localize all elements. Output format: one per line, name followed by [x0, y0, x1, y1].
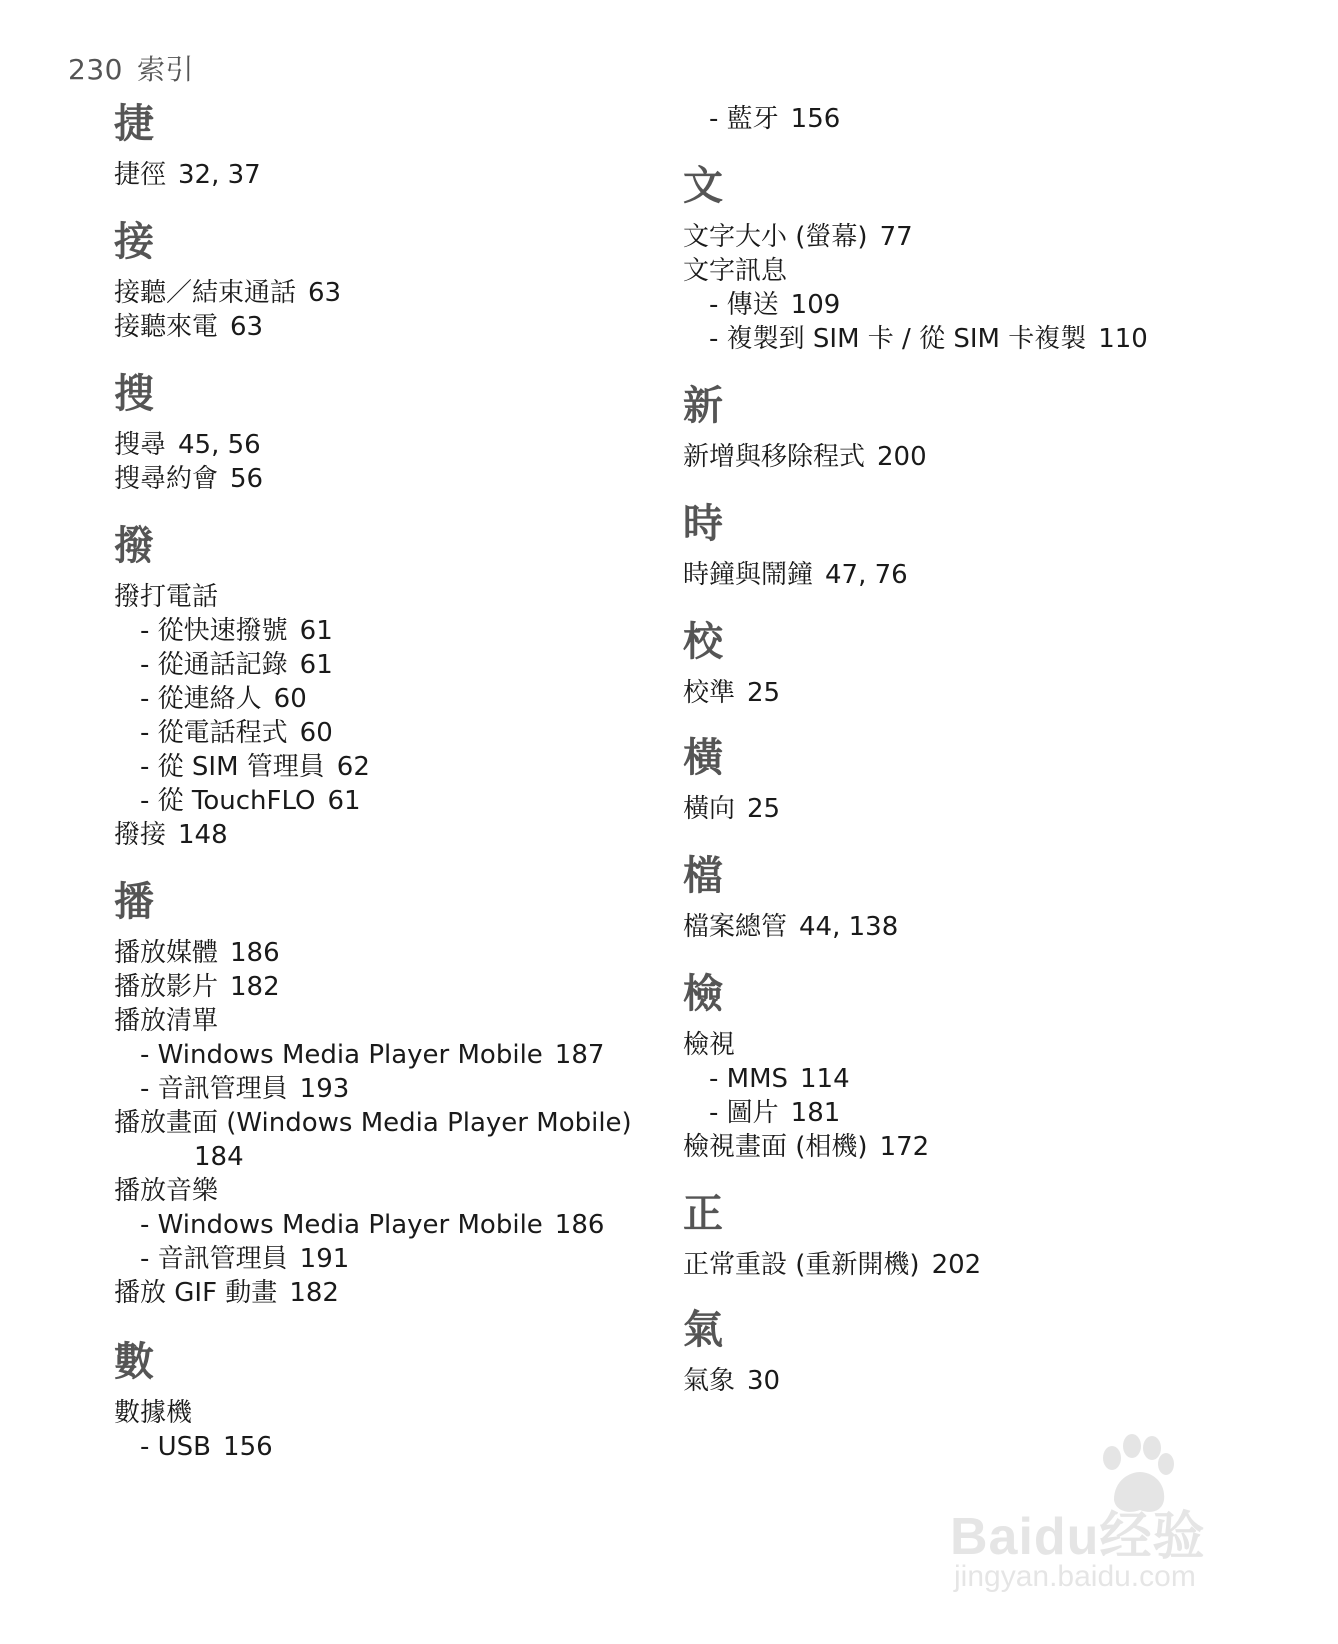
index-heading: 正 — [683, 1191, 723, 1237]
page-ref: 30 — [747, 1366, 781, 1396]
index-entry: 氣象 30 — [683, 1366, 781, 1396]
index-heading: 檔 — [683, 853, 723, 899]
index-heading: 檢 — [683, 971, 723, 1017]
index-subentry: - 音訊管理員 193 — [140, 1074, 350, 1104]
index-heading: 文 — [683, 163, 723, 209]
index-heading: 數 — [114, 1339, 154, 1385]
page-ref: 148 — [178, 820, 228, 850]
page-ref: 25 — [747, 794, 781, 824]
page-ref: 60 — [299, 718, 333, 748]
page-ref: 32, 37 — [178, 160, 261, 190]
index-subentry: - Windows Media Player Mobile 187 — [140, 1040, 605, 1070]
watermark-brand: Baidu经验 — [950, 1508, 1206, 1566]
index-subentry: - 從 SIM 管理員 62 — [140, 752, 370, 782]
index-entry: 校準 25 — [683, 678, 781, 708]
page-ref: 25 — [747, 678, 781, 708]
index-subentry: - USB 156 — [140, 1432, 273, 1462]
index-subentry: - 圖片 181 — [709, 1098, 841, 1128]
index-subentry: - 從通話記錄 61 — [140, 650, 333, 680]
index-entry: 撥接 148 — [114, 820, 228, 850]
page-ref: 45, 56 — [178, 430, 261, 460]
index-heading: 接 — [114, 219, 154, 265]
baidu-watermark — [950, 1430, 1270, 1600]
index-subentry: - MMS 114 — [709, 1064, 850, 1094]
index-subentry: - Windows Media Player Mobile 186 — [140, 1210, 605, 1240]
index-entry: 新增與移除程式 200 — [683, 442, 927, 472]
index-entry: 接聽來電 63 — [114, 312, 264, 342]
index-entry: 接聽／結束通話 63 — [114, 278, 342, 308]
page-ref: 109 — [790, 290, 841, 320]
index-subentry: - 從 TouchFLO 61 — [140, 786, 361, 816]
page-ref: 186 — [230, 938, 280, 968]
index-heading: 氣 — [683, 1307, 723, 1353]
index-subentry: - 從連絡人 60 — [140, 684, 307, 714]
page-ref: 193 — [299, 1074, 350, 1104]
page-ref: 62 — [336, 752, 370, 782]
index-entry: 文字大小 (螢幕) 77 — [683, 222, 913, 252]
page-ref: 61 — [299, 616, 333, 646]
page-ref: 184 — [194, 1142, 244, 1172]
page-ref: 60 — [273, 684, 307, 714]
index-entry: 檢視畫面 (相機) 172 — [683, 1132, 930, 1162]
index-entry: 數據機 — [114, 1398, 193, 1428]
index-heading: 新 — [683, 383, 723, 429]
index-entry: 播放清單 — [114, 1006, 219, 1036]
index-entry: 搜尋約會 56 — [114, 464, 264, 494]
page-ref: 61 — [327, 786, 361, 816]
index-subentry: - 音訊管理員 191 — [140, 1244, 350, 1274]
index-entry: 文字訊息 — [683, 256, 788, 286]
index-heading: 校 — [683, 619, 723, 665]
index-subentry: - 藍牙 156 — [709, 104, 841, 134]
page-ref: 61 — [299, 650, 333, 680]
index-entry: 時鐘與鬧鐘 47, 76 — [683, 560, 908, 590]
page-ref: 181 — [790, 1098, 841, 1128]
page-ref: 156 — [790, 104, 841, 134]
index-entry: 搜尋 45, 56 — [114, 430, 261, 460]
index-heading: 橫 — [683, 735, 723, 781]
index-heading: 捷 — [114, 101, 154, 147]
page-ref: 182 — [230, 972, 280, 1002]
page-ref: 63 — [308, 278, 342, 308]
page-header — [68, 48, 194, 88]
page-title: 索引 — [136, 53, 194, 86]
page-ref: 156 — [223, 1432, 273, 1462]
index-subentry: - 從快速撥號 61 — [140, 616, 333, 646]
page-ref: 186 — [554, 1210, 605, 1240]
index-entry: 播放影片 182 — [114, 972, 280, 1002]
index-entry: 播放音樂 — [114, 1176, 219, 1206]
page-ref: 172 — [879, 1132, 930, 1162]
index-entry: 橫向 25 — [683, 794, 781, 824]
page-ref: 77 — [879, 222, 913, 252]
page-ref: 47, 76 — [825, 560, 908, 590]
index-heading: 撥 — [114, 523, 154, 569]
page-ref: 114 — [800, 1064, 850, 1094]
page-number: 230 — [68, 53, 123, 86]
page-ref: 200 — [877, 442, 927, 472]
index-entry: 播放媒體 186 — [114, 938, 280, 968]
index-heading: 搜 — [114, 371, 154, 417]
index-entry: 捷徑 32, 37 — [114, 160, 261, 190]
index-entry: 播放畫面 (Windows Media Player Mobile) — [114, 1108, 632, 1138]
index-subentry: - 複製到 SIM 卡 / 從 SIM 卡複製 110 — [709, 324, 1148, 354]
page-ref: 182 — [289, 1278, 339, 1308]
page-ref: 110 — [1098, 324, 1148, 354]
index-entry: 檔案總管 44, 138 — [683, 912, 899, 942]
page-ref: 44, 138 — [799, 912, 899, 942]
index-heading: 播 — [114, 879, 154, 925]
page-ref: 187 — [554, 1040, 605, 1070]
index-heading: 時 — [683, 501, 723, 547]
page-ref: 63 — [230, 312, 264, 342]
index-entry: 檢視 — [683, 1030, 736, 1060]
index-subentry: - 傳送 109 — [709, 290, 841, 320]
page-ref: 191 — [299, 1244, 350, 1274]
watermark-url: jingyan.baidu.com — [954, 1560, 1196, 1593]
page-ref: 56 — [230, 464, 264, 494]
index-entry: 播放 GIF 動畫 182 — [114, 1278, 339, 1308]
page-ref: 202 — [931, 1250, 982, 1280]
index-subentry: - 從電話程式 60 — [140, 718, 333, 748]
index-entry: 正常重設 (重新開機) 202 — [683, 1250, 982, 1280]
index-entry: 撥打電話 — [114, 582, 219, 612]
